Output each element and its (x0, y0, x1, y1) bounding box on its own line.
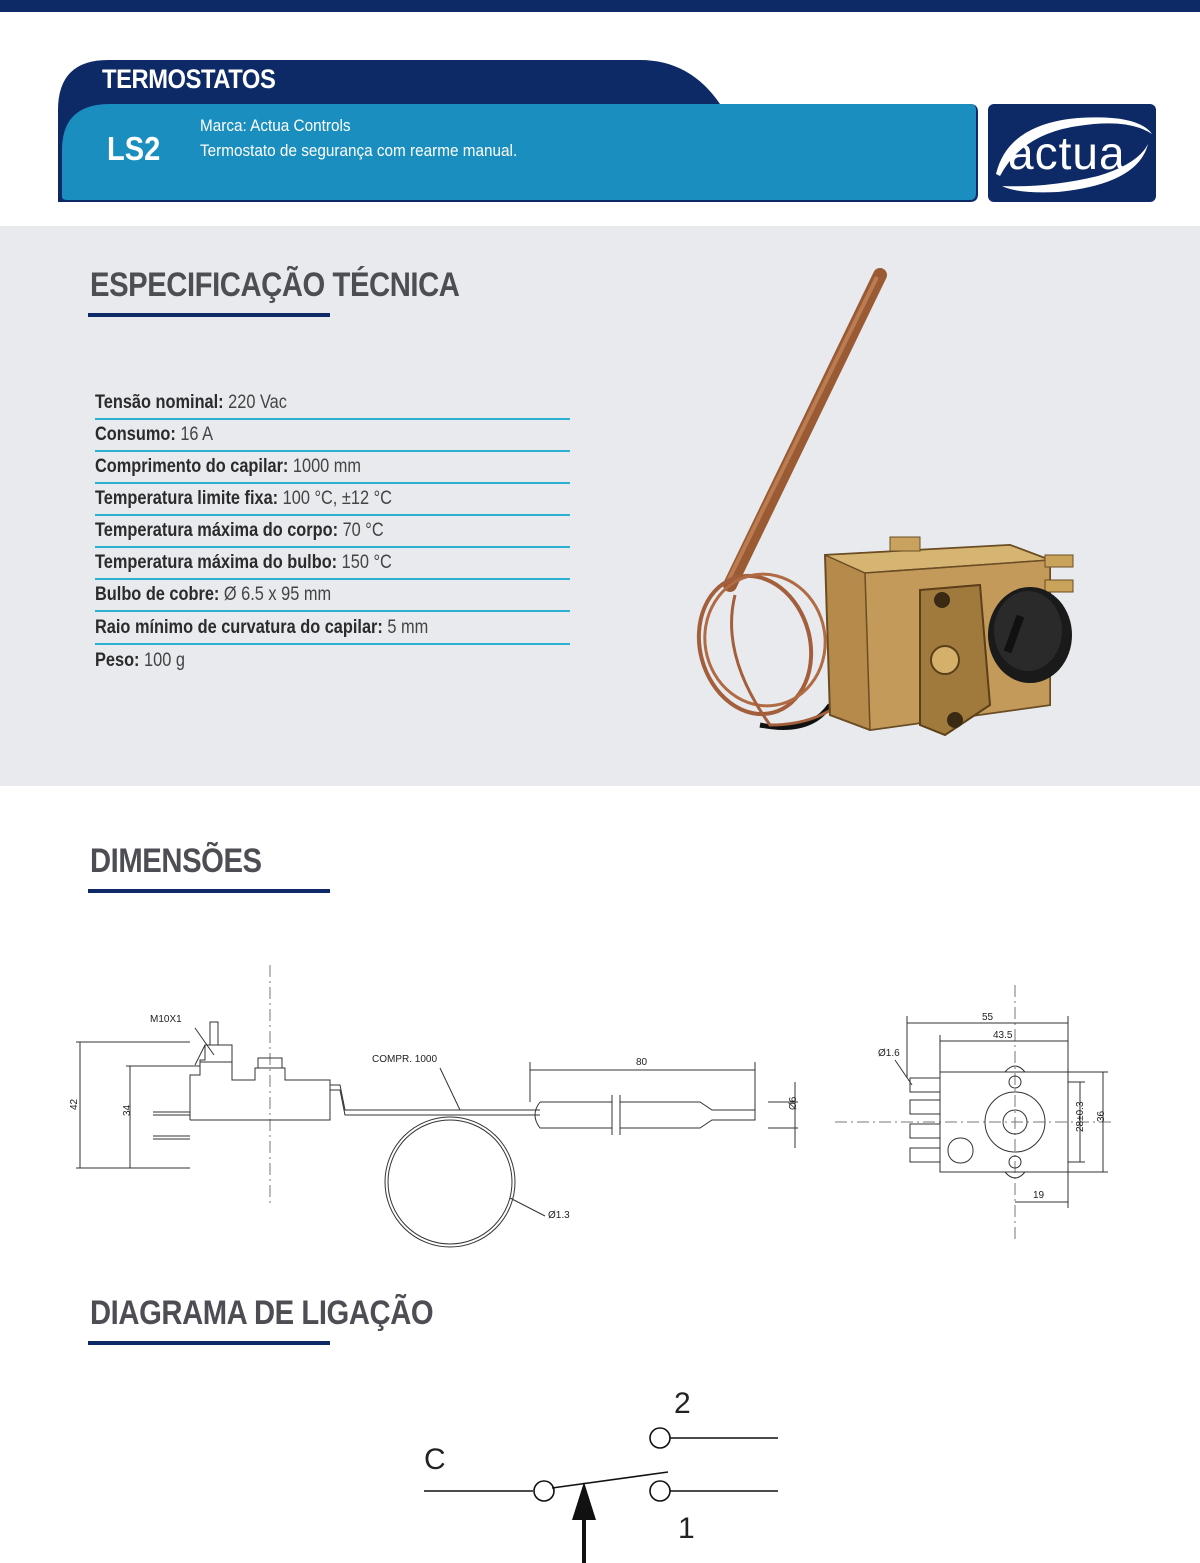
spec-value: 16 A (175, 424, 214, 445)
model-name: LS2 (107, 130, 161, 167)
wiring-title-underline (88, 1341, 330, 1345)
body-height-label: 36 (1096, 1110, 1107, 1122)
spec-row-weight (95, 644, 570, 676)
spec-row-body-temp (95, 514, 570, 548)
spec-label: Temperatura máxima do bulbo: (95, 552, 338, 573)
spec-row-capillary-length (95, 450, 570, 484)
width-total-label: 55 (982, 1012, 994, 1023)
logo-text: actua (1008, 127, 1126, 179)
category-title: TERMOSTATOS (102, 64, 276, 94)
width-holes-label: 43.5 (993, 1030, 1013, 1041)
capillary-label: COMPR. 1000 (372, 1054, 438, 1065)
spec-value: 150 °C (337, 552, 392, 573)
actua-logo (988, 104, 1156, 202)
dimension-drawing (0, 950, 1200, 1250)
spec-label: Peso: (95, 650, 140, 671)
terminal-2-label: 2 (674, 1387, 691, 1420)
spec-value: 100 °C, ±12 °C (278, 488, 392, 509)
spec-label: Temperatura limite fixa: (95, 488, 279, 509)
spec-value: 1000 mm (288, 456, 362, 477)
terminal-1-label: 1 (678, 1512, 695, 1545)
common-terminal-label: C (424, 1443, 446, 1476)
bulb-length-label: 80 (636, 1057, 648, 1068)
spec-title-underline (88, 313, 330, 317)
wiring-section-title: DIAGRAMA DE LIGAÇÃO (90, 1294, 434, 1332)
spec-label: Comprimento do capilar: (95, 456, 289, 477)
product-description: Termostato de segurança com rearme manual. (200, 141, 518, 160)
hole-spacing-label: 28±0.3 (1075, 1101, 1086, 1132)
hole-diameter-label: Ø1.6 (878, 1048, 900, 1059)
spec-row-bulb (95, 578, 570, 612)
spec-row-limit-temp (95, 482, 570, 516)
spec-row-current (95, 418, 570, 452)
spec-row-bulb-temp (95, 546, 570, 580)
product-photo (680, 255, 1100, 755)
spec-label: Tensão nominal: (95, 392, 224, 413)
capillary-diameter-label: Ø1.3 (548, 1210, 570, 1221)
spec-value: 100 g (139, 650, 185, 671)
bulb-diameter-label: Ø6 (788, 1096, 799, 1110)
spec-value: 220 Vac (223, 392, 287, 413)
offset-label: 19 (1033, 1190, 1045, 1201)
brand-line: Marca: Actua Controls (200, 116, 351, 135)
spec-value: 5 mm (382, 617, 429, 638)
spec-section-title: ESPECIFICAÇÃO TÉCNICA (90, 266, 460, 304)
spec-label: Temperatura máxima do corpo: (95, 520, 339, 541)
spec-label: Bulbo de cobre: (95, 584, 220, 605)
spec-label: Consumo: (95, 424, 176, 445)
thread-label: M10X1 (150, 1014, 182, 1025)
dimensions-section-title: DIMENSÕES (90, 842, 262, 880)
spec-row-voltage (95, 386, 570, 420)
height-total-label: 42 (69, 1098, 80, 1110)
wiring-diagram (0, 1370, 1200, 1563)
dimensions-title-underline (88, 889, 330, 893)
spec-label: Raio mínimo de curvatura do capilar: (95, 617, 383, 638)
spec-value: 70 °C (338, 520, 384, 541)
spec-value: Ø 6.5 x 95 mm (219, 584, 332, 605)
spec-row-bend-radius (95, 611, 570, 645)
height-body-label: 34 (122, 1104, 133, 1116)
